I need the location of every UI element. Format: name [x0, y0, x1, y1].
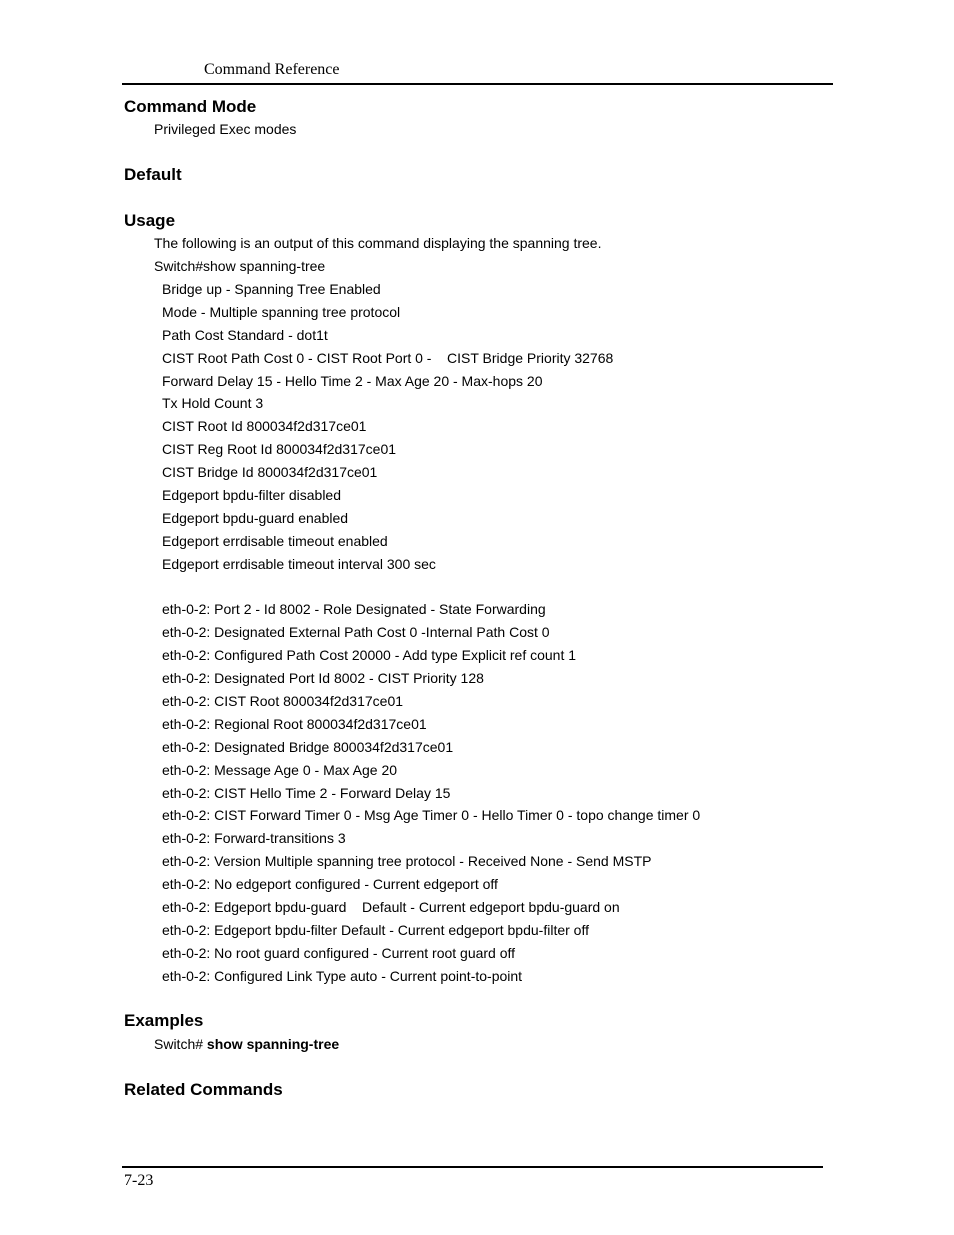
output-line: eth-0-2: No edgeport configured - Current edgeport off — [162, 876, 498, 893]
output-line: Edgeport bpdu-filter disabled — [162, 487, 342, 504]
output-line: Path Cost Standard - dot1t — [162, 326, 328, 343]
output-line: eth-0-2: Designated Bridge 800034f2d317ce01 — [162, 738, 454, 755]
output-line: eth-0-2: Regional Root 800034f2d317ce01 — [162, 715, 427, 732]
output-line: CIST Root Path Cost 0 - CIST Root Port 0 - CIST Bridge Priority 32768 — [162, 349, 614, 366]
output-line: Mode - Multiple spanning tree protocol — [162, 303, 401, 320]
output-line: CIST Reg Root Id 800034f2d317ce01 — [162, 441, 397, 458]
output-line: Tx Hold Count 3 — [162, 395, 264, 412]
usage-heading: Usage — [124, 211, 176, 230]
default-heading: Default — [124, 165, 182, 184]
footer-rule — [122, 1166, 823, 1168]
output-line: CIST Bridge Id 800034f2d317ce01 — [162, 464, 378, 481]
output-line: eth-0-2: Configured Path Cost 20000 - Add type Explicit ref count 1 — [162, 647, 577, 664]
examples-heading: Examples — [124, 1011, 204, 1030]
output-line: eth-0-2: No root guard configured - Current root guard off — [162, 944, 516, 961]
output-line: Edgeport bpdu-guard enabled — [162, 509, 349, 526]
output-line: eth-0-2: CIST Hello Time 2 - Forward Delay 15 — [162, 784, 451, 801]
example-line — [154, 1036, 339, 1052]
output-line: eth-0-2: Version Multiple spanning tree protocol - Received None - Send MSTP — [162, 853, 652, 870]
output-line: eth-0-2: Edgeport bpdu-guard Default - Current edgeport bpdu-guard on — [162, 899, 620, 916]
output-line: Bridge up - Spanning Tree Enabled — [162, 281, 381, 297]
output-line: eth-0-2: Edgeport bpdu-filter Default - Current edgeport bpdu-filter off — [162, 921, 589, 938]
usage-intro: The following is an output of this command displaying the spanning tree. — [154, 235, 602, 251]
output-line: eth-0-2: CIST Forward Timer 0 - Msg Age Timer 0 - Hello Timer 0 - topo change timer 0 — [162, 807, 701, 824]
page-number: 7-23 — [124, 1172, 154, 1189]
output-line: eth-0-2: Configured Link Type auto - Current point-to-point — [162, 967, 523, 984]
output-line: Edgeport errdisable timeout interval 300 sec — [162, 555, 436, 572]
output-line: eth-0-2: Forward-transitions 3 — [162, 830, 346, 847]
header-title: Command Reference — [204, 61, 340, 78]
output-line: eth-0-2: CIST Root 800034f2d317ce01 — [162, 693, 404, 710]
command-output — [162, 279, 700, 989]
output-line: eth-0-2: Designated Port Id 8002 - CIST Priority 128 — [162, 670, 484, 687]
example-command: show spanning-tree — [206, 1036, 340, 1052]
usage-prompt: Switch#show spanning-tree — [154, 258, 326, 274]
output-line: Edgeport errdisable timeout enabled — [162, 532, 388, 549]
output-line: Forward Delay 15 - Hello Time 2 - Max Age 20 - Max-hops 20 — [162, 372, 543, 389]
output-line: eth-0-2: Message Age 0 - Max Age 20 — [162, 761, 398, 778]
output-line: CIST Root Id 800034f2d317ce01 — [162, 418, 367, 435]
header-rule — [122, 83, 833, 85]
related-commands-heading: Related Commands — [124, 1080, 283, 1099]
output-line: eth-0-2: Designated External Path Cost 0 -Internal Path Cost 0 — [162, 624, 550, 641]
output-blank-line — [162, 577, 700, 600]
command-mode-heading: Command Mode — [124, 97, 257, 116]
output-line: eth-0-2: Port 2 - Id 8002 - Role Designated - State Forwarding — [162, 601, 546, 618]
example-prompt: Switch# — [154, 1036, 204, 1052]
command-mode-text: Privileged Exec modes — [154, 121, 297, 137]
